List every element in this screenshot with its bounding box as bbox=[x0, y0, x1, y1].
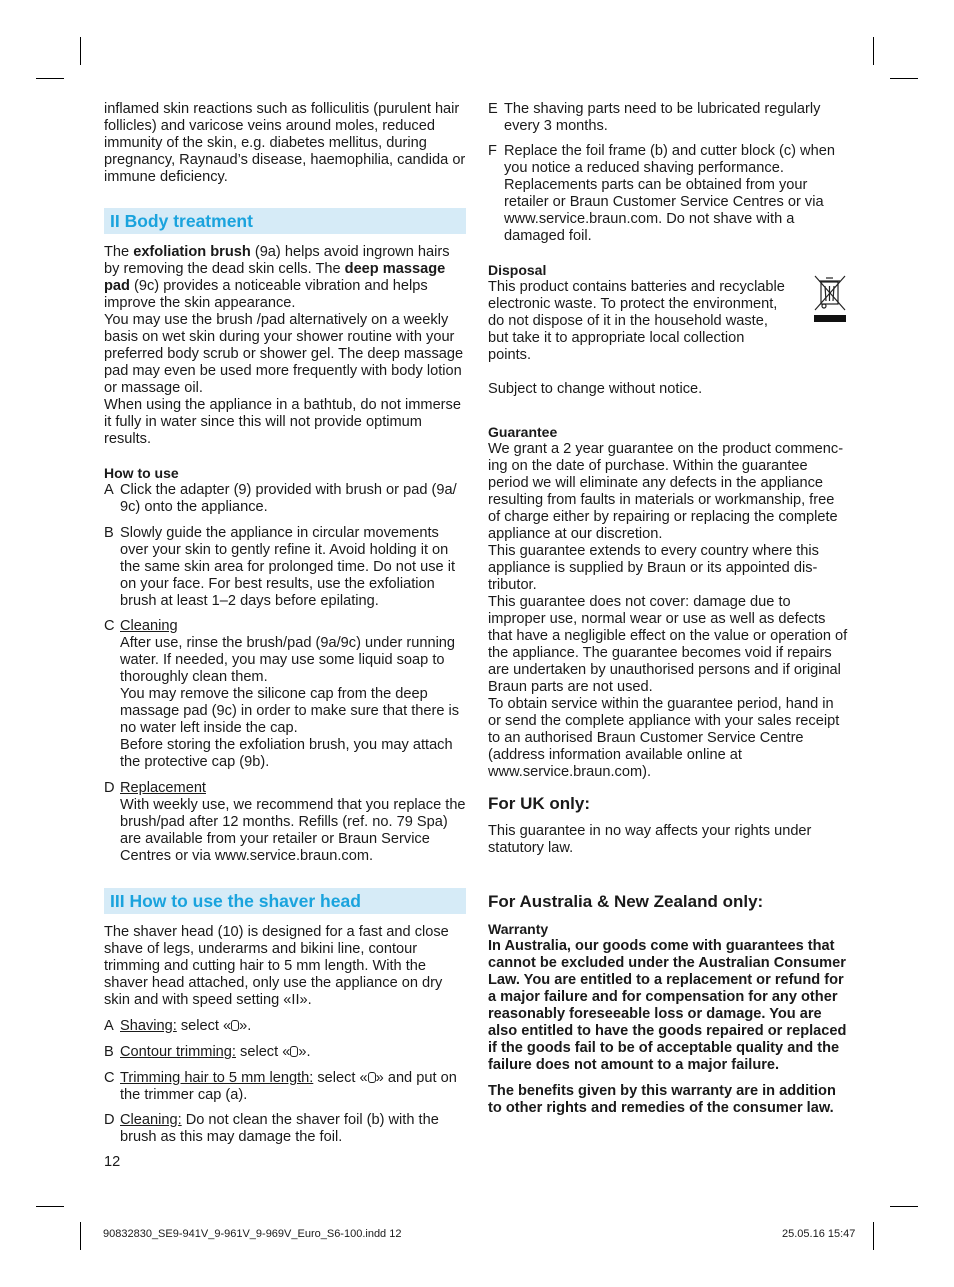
disposal-text: This product contains batteries and recyclable electronic waste. To protect the environment, do not dispose of it in the household waste, but take it to appropriate local collection points. bbox=[488, 279, 785, 363]
disposal-block bbox=[488, 279, 850, 364]
uk-text: This guarantee in no way affects your rights under statutory law. bbox=[488, 823, 812, 856]
crop-mark bbox=[890, 1206, 918, 1207]
guarantee-text: This guarantee extends to every country where this appliance is supplied by Braun or its appointed distributor. bbox=[488, 543, 819, 593]
warranty-heading: Warranty bbox=[488, 921, 549, 937]
step-a: A Click the adapter (9) provided with brush or pad (9a/ 9c) onto the appliance. bbox=[104, 482, 457, 515]
shaver-step-b: B Contour trimming: select « ». bbox=[104, 1044, 311, 1060]
lock-icon bbox=[290, 1046, 298, 1057]
body-paragraph: The exfoliation brush (9a) helps avoid ingrown hairs by removing the dead skin cells. The deep massage pad (9c) provides a noticeable vibration and helps improve the skin appearance. bbox=[104, 244, 450, 311]
how-to-use-heading: How to use bbox=[104, 465, 179, 481]
step-d: D Replacement With weekly use, we recommend that you replace the brush/pad after 12 months. Refills (ref. no. 79 Spa) are available from your retailer or Braun Service Centres or via www.service.braun.com. bbox=[104, 780, 466, 864]
guarantee-text: We grant a 2 year guarantee on the product commencing on the date of purchase. Within the guarantee period we will eliminate any defects in the appliance resulting from faults in materials or workmanship, free of charge either by repairing or replacing the complete appliance at our discretion. bbox=[488, 441, 844, 542]
disposal-heading: Disposal bbox=[488, 262, 547, 278]
crop-mark bbox=[890, 78, 918, 79]
shaver-step-c: C Trimming hair to 5 mm length: select « » and put on the trimmer cap (a). bbox=[104, 1070, 457, 1103]
shaver-step-d: D Cleaning: Do not clean the shaver foil (b) with the brush as this may damage the foil. bbox=[104, 1112, 439, 1145]
uk-heading: For UK only: bbox=[488, 794, 590, 813]
step-f: F Replace the foil frame (b) and cutter block (c) when you notice a reduced shaving performance. Replacements parts can be obtained from your retailer or Braun Customer Service Centres or via www.service.braun.com. Do not shave with a damaged foil. bbox=[488, 143, 835, 244]
lock-icon bbox=[231, 1020, 239, 1031]
subject-notice: Subject to change without notice. bbox=[488, 381, 703, 397]
body-paragraph: When using the appliance in a bathtub, do not immerse it fully in water since this will not provide optimum results. bbox=[104, 397, 461, 447]
crop-mark bbox=[36, 78, 64, 79]
replacement-title: Replacement bbox=[120, 780, 206, 796]
step-b: B Slowly guide the appliance in circular movements over your skin to gently refine it. Avoid holding it on the same skin area for prolonged time. Do not use it on your face. For best results, use the exfoliation brush at least 1–2 days before epilating. bbox=[104, 525, 456, 609]
crop-mark bbox=[36, 1206, 64, 1207]
step-e: E The shaving parts need to be lubricated regularly every 3 months. bbox=[488, 101, 821, 134]
shaver-paragraph: The shaver head (10) is designed for a fast and close shave of legs, underarms and bikini line, contour trimming and cutting hair to 5 mm length. With the shaver head attached, only use the appliance on dry skin and with speed setting «II». bbox=[104, 924, 449, 1008]
shaver-step-a: A Shaving: select « ». bbox=[104, 1018, 252, 1034]
body-paragraph: You may use the brush /pad alternatively on a weekly basis on wet skin during your shower routine with your preferred body scrub or shower gel. The deep massage pad may even be used more frequently with body lotion or massage oil. bbox=[104, 312, 464, 396]
warranty-text: In Australia, our goods come with guarantees that cannot be excluded under the Australian Consumer Law. You are entitled to a replacement or refund for a major failure and for compensation for any other reasonably foreseeable loss or damage. You are also entitled to have the goods repaired or replaced if the goods fail to be of acceptable quality and the failure does not amount to a major failure. bbox=[488, 938, 847, 1073]
page-number: 12 bbox=[104, 1154, 121, 1170]
cleaning-title: Cleaning bbox=[120, 618, 178, 634]
crop-mark bbox=[873, 37, 874, 65]
lock-icon bbox=[368, 1072, 376, 1083]
section-heading-shaver-head: III How to use the shaver head bbox=[104, 888, 466, 914]
crop-mark bbox=[80, 37, 81, 65]
crossed-out-wheelie-bin-icon bbox=[812, 273, 848, 327]
guarantee-text: This guarantee does not cover: damage due to improper use, normal wear or use as well as defects that have a negligible effect on the value or operation of the appliance. The guarantee becomes void if repairs are undertaken by unauthorised persons and if original Braun parts are not used. bbox=[488, 594, 848, 695]
crop-mark bbox=[80, 1222, 81, 1250]
intro-text: inflamed skin reactions such as folliculitis (purulent hair follicles) and varicose veins around moles, reduced immunity of the skin, e.g. diabetes mellitus, during pregnancy, Raynaud’s disease, haemophilia, candida or immune deficiency. bbox=[104, 101, 466, 185]
step-c: C Cleaning After use, rinse the brush/pad (9a/9c) under running water. If needed, you may use some liquid soap to thoroughly clean them. You may remove the silicone cap from the deep massage pad (9c) in order to make sure that there is no water left inside the cap. Before storing the exfoliation brush, you may attach the protective cap (9b). bbox=[104, 618, 466, 771]
warranty-text: The benefits given by this warranty are in addition to other rights and remedies of the consumer law. bbox=[488, 1083, 836, 1116]
footer-file-info: 90832830_SE9-941V_9-961V_9-969V_Euro_S6-100.indd 12 bbox=[103, 1228, 402, 1240]
left-column bbox=[104, 101, 466, 1171]
guarantee-text: To obtain service within the guarantee period, hand in or send the complete appliance with your sales receipt to an authorised Braun Customer Service Centre (address information available online at www.service.braun.com). bbox=[488, 696, 840, 780]
footer-date: 25.05.16 15:47 bbox=[782, 1228, 856, 1240]
right-column bbox=[488, 101, 850, 1117]
crop-mark bbox=[873, 1222, 874, 1250]
section-heading-body-treatment: II Body treatment bbox=[104, 208, 466, 234]
guarantee-heading: Guarantee bbox=[488, 424, 558, 440]
australia-heading: For Australia & New Zealand only: bbox=[488, 892, 764, 911]
